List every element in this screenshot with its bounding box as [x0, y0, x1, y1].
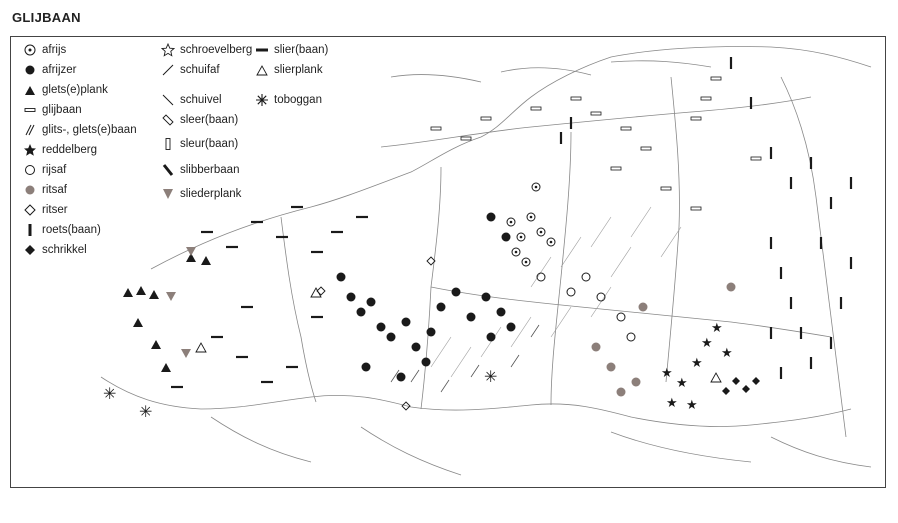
markers-glijbaan: [431, 77, 761, 210]
legend-reddelberg: [23, 141, 97, 159]
legend-glets-plank: [23, 81, 108, 99]
map-title: GLIJBAAN: [12, 10, 81, 25]
legend-label: slier(baan): [274, 44, 329, 56]
legend-afrijzer: [23, 61, 77, 79]
legend-schroevelberg: [161, 41, 252, 59]
svg-text:✳: ✳: [103, 384, 117, 403]
legend-slibberbaan: [161, 161, 239, 179]
markers-ritser: [317, 257, 435, 410]
slanted-double-line-box-icon: [161, 113, 175, 127]
back-slash-icon: [161, 93, 175, 107]
province-line-1: [281, 217, 316, 402]
map-frame: [10, 36, 886, 488]
legend-label: sleer(baan): [180, 114, 239, 126]
east-border: [781, 77, 846, 437]
horizontal-bar-icon: [255, 43, 269, 57]
legend-label: afrijs: [42, 44, 67, 56]
legend-label: sleur(baan): [180, 138, 239, 150]
legend-ritsaf: [23, 181, 67, 199]
legend-label: roets(baan): [42, 224, 101, 236]
svg-text:★: ★: [661, 366, 673, 381]
svg-text:★: ★: [691, 356, 703, 371]
north-islands: [391, 61, 711, 82]
legend-label: slibberbaan: [180, 164, 240, 176]
legend-roets: [23, 221, 101, 239]
legend-label: schuifaf: [180, 64, 220, 76]
svg-text:★: ★: [711, 321, 723, 336]
legend-label: schroevelberg: [180, 44, 253, 56]
legend-label: glijbaan: [42, 104, 82, 116]
legend-slierplank: [255, 61, 323, 79]
south-border: [101, 377, 851, 427]
open-diamond-icon: [23, 203, 37, 217]
legend-label: sliederplank: [180, 188, 242, 200]
legend-glits-baan: [23, 121, 137, 139]
svg-text:★: ★: [721, 346, 733, 361]
thick-back-slash-icon: [161, 163, 175, 177]
markers-afrijs-centers: [510, 186, 553, 264]
markers-afrijs: [507, 183, 555, 266]
legend-label: ritser: [42, 204, 68, 216]
legend-toboggan: [255, 91, 322, 109]
south-region-lines: [211, 417, 871, 475]
legend-slier: [255, 41, 328, 59]
svg-text:★: ★: [666, 396, 678, 411]
legend-ritser: [23, 201, 68, 219]
filled-triangle-icon: [23, 83, 37, 97]
vertical-open-bar-icon: [161, 137, 175, 151]
open-star-icon: [161, 43, 175, 57]
province-line-4: [666, 77, 679, 382]
dialect-map: [11, 37, 886, 488]
legend-label: ritsaf: [42, 184, 67, 196]
coastline: [151, 46, 871, 269]
legend-label: toboggan: [274, 94, 322, 106]
markers-roets: [561, 57, 851, 379]
legend-schuivel: [161, 91, 222, 109]
filled-diamond-icon: [23, 243, 37, 257]
svg-text:★: ★: [701, 336, 713, 351]
markers-slierplank: [196, 288, 721, 382]
markers-glets-plank: [123, 253, 211, 372]
legend-label: slierplank: [274, 64, 323, 76]
legend-label: reddelberg: [42, 144, 97, 156]
open-circle-icon: [23, 163, 37, 177]
filled-circle-icon: [23, 63, 37, 77]
vertical-bar-icon: [23, 223, 37, 237]
legend-label: schrikkel: [42, 244, 87, 256]
markers-sliederplank: [166, 247, 196, 358]
legend-label: glets(e)plank: [42, 84, 108, 96]
dot-in-circle-icon: [23, 43, 37, 57]
markers-toboggan: [103, 367, 497, 421]
grey-circle-icon: [23, 183, 37, 197]
legend-sliederplank: [161, 185, 241, 203]
legend-label: afrijzer: [42, 64, 77, 76]
markers-schrikkel: [722, 377, 760, 395]
asterisk-star-icon: [255, 93, 269, 107]
legend-sleur: [161, 135, 238, 153]
filled-star-icon: [23, 143, 37, 157]
svg-text:✳: ✳: [484, 367, 498, 386]
legend-schuifaf: [161, 61, 220, 79]
legend-label: schuivel: [180, 94, 222, 106]
legend-label: rijsaf: [42, 164, 67, 176]
horizontal-bar-outline-icon: [23, 103, 37, 117]
grey-triangle-down-icon: [161, 187, 175, 201]
legend-rijsaf: [23, 161, 66, 179]
svg-text:★: ★: [686, 398, 698, 413]
province-line-3: [551, 132, 571, 405]
hatch-area: [431, 207, 681, 377]
legend-schrikkel: [23, 241, 87, 259]
markers-rijsaf: [537, 273, 635, 341]
forward-slash-icon: [161, 63, 175, 77]
legend-sleer: [161, 111, 238, 129]
slanted-double-line-icon: [23, 123, 37, 137]
legend-glijbaan: [23, 101, 82, 119]
river-line: [381, 97, 811, 147]
legend-afrijs: [23, 41, 66, 59]
svg-text:✳: ✳: [139, 402, 153, 421]
markers-schuifaf: [391, 325, 539, 392]
markers-reddelberg: [661, 321, 733, 413]
open-triangle-icon: [255, 63, 269, 77]
svg-text:★: ★: [676, 376, 688, 391]
markers-slier: [171, 207, 368, 387]
legend-label: glits-, glets(e)baan: [42, 124, 137, 136]
